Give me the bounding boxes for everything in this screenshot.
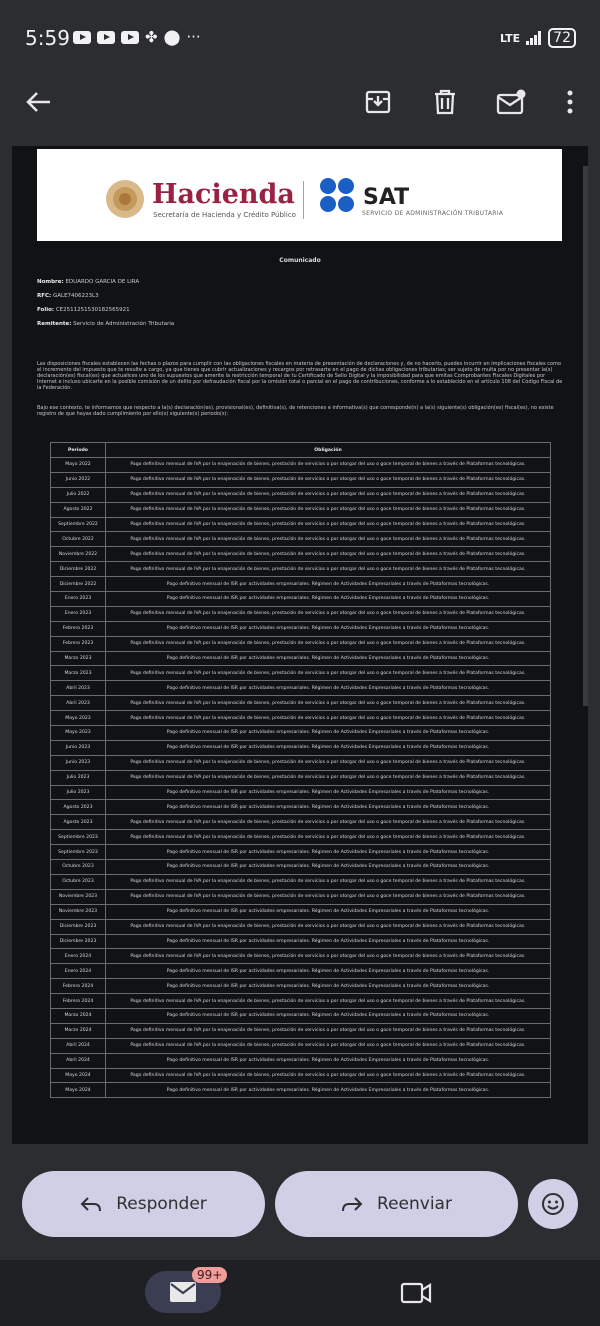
forward-icon	[341, 1196, 363, 1212]
period-cell: Junio 2023	[51, 755, 106, 770]
sat-subtitle: SERVICIO DE ADMINISTRACIÓN TRIBUTARIA	[362, 210, 504, 217]
table-row	[51, 800, 551, 815]
period-cell: Abril 2024	[51, 1053, 106, 1068]
table-row	[51, 547, 551, 562]
period-cell: Agosto 2022	[51, 502, 106, 517]
obligation-cell: Pago definitivo mensual de IVA por la enajenación de bienes, prestación de servicios o por otorgar del uso o goce temporal de bienes a través de Plataformas tecnológicas.	[106, 532, 551, 547]
table-row	[51, 860, 551, 875]
obligation-cell: Pago definitivo mensual de IVA por la enajenación de bienes, prestación de servicios o por otorgar del uso o goce temporal de bienes a través de Plataformas tecnológicas.	[106, 606, 551, 621]
period-cell: Mayo 2022	[51, 458, 106, 473]
obligation-cell: Pago definitivo mensual de IVA por la enajenación de bienes, prestación de servicios o por otorgar del uso o goce temporal de bienes a través de Plataformas tecnológicas.	[106, 830, 551, 845]
table-row	[51, 696, 551, 711]
obligation-cell: Pago definitivo mensual de ISR por actividades empresariales. Régimen de Actividades Empresariales a través de Plataformas tecnológicas.	[106, 740, 551, 755]
period-cell: Septiembre 2023	[51, 845, 106, 860]
more-notifications-icon: ···	[186, 28, 201, 46]
table-row	[51, 577, 551, 592]
period-cell: Agosto 2023	[51, 815, 106, 830]
reply-button[interactable]	[22, 1171, 265, 1237]
rfc-line: RFC: GALE7406223L3	[37, 293, 99, 299]
period-cell: Junio 2022	[51, 472, 106, 487]
obligation-cell: Pago definitivo mensual de IVA por la enajenación de bienes, prestación de servicios o por otorgar del uso o goce temporal de bienes a través de Plataformas tecnológicas.	[106, 502, 551, 517]
notification-icons	[73, 30, 201, 45]
obligation-cell: Pago definitivo mensual de ISR por actividades empresariales. Régimen de Actividades Empresariales a través de Plataformas tecnológicas.	[106, 577, 551, 592]
period-cell: Marzo 2024	[51, 1008, 106, 1023]
back-arrow-icon	[25, 91, 51, 113]
obligation-cell: Pago definitivo mensual de ISR por actividades empresariales. Régimen de Actividades Empresariales a través de Plataformas tecnológicas.	[106, 904, 551, 919]
obligation-cell: Pago definitivo mensual de IVA por la enajenación de bienes, prestación de servicios o por otorgar del uso o goce temporal de bienes a través de Plataformas tecnológicas.	[106, 874, 551, 889]
youtube-icon	[73, 31, 91, 44]
table-row	[51, 889, 551, 904]
period-cell: Julio 2023	[51, 770, 106, 785]
obligation-cell: Pago definitivo mensual de IVA por la enajenación de bienes, prestación de servicios o por otorgar del uso o goce temporal de bienes a través de Plataformas tecnológicas.	[106, 547, 551, 562]
obligation-cell: Pago definitivo mensual de IVA por la enajenación de bienes, prestación de servicios o por otorgar del uso o goce temporal de bienes a través de Plataformas tecnológicas.	[106, 562, 551, 577]
obligation-cell: Pago definitivo mensual de ISR por actividades empresariales. Régimen de Actividades Empresariales a través de Plataformas tecnológicas.	[106, 934, 551, 949]
obligation-cell: Pago definitivo mensual de ISR por actividades empresariales. Régimen de Actividades Empresariales a través de Plataformas tecnológicas.	[106, 860, 551, 875]
obligation-cell: Pago definitivo mensual de ISR por actividades empresariales. Régimen de Actividades Empresariales a través de Plataformas tecnológicas.	[106, 1008, 551, 1023]
obligation-cell: Pago definitivo mensual de IVA por la enajenación de bienes, prestación de servicios o por otorgar del uso o goce temporal de bienes a través de Plataformas tecnológicas.	[106, 994, 551, 1009]
table-row	[51, 517, 551, 532]
status-bar	[0, 0, 600, 72]
mark-unread-icon	[496, 89, 526, 115]
period-cell: Diciembre 2023	[51, 919, 106, 934]
table-row	[51, 726, 551, 741]
table-row	[51, 1068, 551, 1083]
period-cell: Julio 2022	[51, 487, 106, 502]
period-cell: Mayo 2023	[51, 726, 106, 741]
period-cell: Octubre 2022	[51, 532, 106, 547]
period-cell: Octubre 2023	[51, 860, 106, 875]
obligation-cell: Pago definitivo mensual de ISR por actividades empresariales. Régimen de Actividades Empresariales a través de Plataformas tecnológicas.	[106, 621, 551, 636]
back-button[interactable]	[22, 72, 54, 132]
emoji-reaction-button[interactable]	[528, 1179, 578, 1229]
mexico-seal-icon	[104, 178, 146, 220]
table-row	[51, 904, 551, 919]
period-cell: Febrero 2024	[51, 994, 106, 1009]
period-cell: Enero 2024	[51, 949, 106, 964]
obligation-cell: Pago definitivo mensual de IVA por la enajenación de bienes, prestación de servicios o por otorgar del uso o goce temporal de bienes a través de Plataformas tecnológicas.	[106, 711, 551, 726]
period-cell: Agosto 2023	[51, 800, 106, 815]
table-row	[51, 606, 551, 621]
obligation-cell: Pago definitivo mensual de IVA por la enajenación de bienes, prestación de servicios o por otorgar del uso o goce temporal de bienes a través de Plataformas tecnológicas.	[106, 755, 551, 770]
location-icon: ⬤	[163, 28, 181, 46]
obligation-cell: Pago definitivo mensual de ISR por actividades empresariales. Régimen de Actividades Empresariales a través de Plataformas tecnológicas.	[106, 1083, 551, 1098]
period-cell: Diciembre 2023	[51, 934, 106, 949]
more-options-button[interactable]	[560, 72, 580, 132]
forward-button[interactable]	[275, 1171, 518, 1237]
obligations-table	[50, 442, 551, 1098]
period-cell: Abril 2024	[51, 1038, 106, 1053]
table-row	[51, 487, 551, 502]
period-cell: Marzo 2023	[51, 666, 106, 681]
folio-line: Folio: CE2511251530182565921	[37, 307, 130, 313]
bottom-navigation	[0, 1260, 600, 1326]
table-row	[51, 502, 551, 517]
obligation-cell: Pago definitivo mensual de IVA por la enajenación de bienes, prestación de servicios o por otorgar del uso o goce temporal de bienes a través de Plataformas tecnológicas.	[106, 487, 551, 502]
nav-meet[interactable]	[400, 1281, 432, 1309]
table-row	[51, 770, 551, 785]
period-cell: Febrero 2023	[51, 636, 106, 651]
table-row	[51, 636, 551, 651]
intro-paragraph: Las disposiciones fiscales establecen las fechas o plazos para cumplir con las obligaciones fiscales en materia de presentación de declaraciones y, de no hacerlo, puedes incurrir en implicaciones fiscales como el incremento del impuesto que te resulte a cargo, ya que tienes que cubrir actualizaciones y recargos por retrasarte en el pago de dichas obligaciones tributarias; ser sujeto de multa por no presentar la(s) declaración(es) fiscal(es) que actualices uno de los supuestos que amerite la restricción temporal de tu Certificado de Sello Digital y la imposibilidad para que emitas Comprobantes Fiscales Digitales por Internet e incluso ubicarte en la posible comisión de un delito por defraudación fiscal por la omisión total o parcial en el pago de contribuciones, conforme a lo establecido en el artículo 108 del Código Fiscal de la Federación.	[37, 361, 563, 391]
table-row	[51, 666, 551, 681]
period-cell: Enero 2024	[51, 964, 106, 979]
obligation-cell: Pago definitivo mensual de ISR por actividades empresariales. Régimen de Actividades Empresariales a través de Plataformas tecnológicas.	[106, 681, 551, 696]
period-cell: Marzo 2024	[51, 1023, 106, 1038]
bottom-area	[0, 1144, 600, 1326]
table-row	[51, 1038, 551, 1053]
period-cell: Junio 2023	[51, 740, 106, 755]
obligation-cell: Pago definitivo mensual de IVA por la enajenación de bienes, prestación de servicios o por otorgar del uso o goce temporal de bienes a través de Plataformas tecnológicas.	[106, 770, 551, 785]
reply-label: Responder	[116, 1194, 207, 1214]
table-row	[51, 919, 551, 934]
obligation-cell: Pago definitivo mensual de ISR por actividades empresariales. Régimen de Actividades Empresariales a través de Plataformas tecnológicas.	[106, 592, 551, 607]
sat-banner	[37, 149, 562, 241]
youtube-icon	[97, 31, 115, 44]
obligation-cell: Pago definitivo mensual de IVA por la enajenación de bienes, prestación de servicios o por otorgar del uso o goce temporal de bienes a través de Plataformas tecnológicas.	[106, 1023, 551, 1038]
system-icons	[500, 28, 576, 48]
period-cell: Enero 2023	[51, 606, 106, 621]
period-cell: Mayo 2024	[51, 1068, 106, 1083]
obligation-cell: Pago definitivo mensual de IVA por la enajenación de bienes, prestación de servicios o por otorgar del uso o goce temporal de bienes a través de Plataformas tecnológicas.	[106, 1038, 551, 1053]
obligation-cell: Pago definitivo mensual de IVA por la enajenación de bienes, prestación de servicios o por otorgar del uso o goce temporal de bienes a través de Plataformas tecnológicas.	[106, 919, 551, 934]
smiley-icon	[541, 1192, 565, 1216]
mail-icon	[169, 1281, 197, 1303]
obligation-cell: Pago definitivo mensual de IVA por la enajenación de bienes, prestación de servicios o por otorgar del uso o goce temporal de bienes a través de Plataformas tecnológicas.	[106, 472, 551, 487]
period-cell: Septiembre 2023	[51, 830, 106, 845]
obligation-cell: Pago definitivo mensual de ISR por actividades empresariales. Régimen de Actividades Empresariales a través de Plataformas tecnológicas.	[106, 726, 551, 741]
period-cell: Noviembre 2023	[51, 904, 106, 919]
mail-badge: 99+	[192, 1267, 227, 1283]
table-row	[51, 621, 551, 636]
period-cell: Marzo 2023	[51, 651, 106, 666]
sat-title: SAT	[363, 185, 410, 210]
more-vert-icon	[567, 90, 573, 114]
hacienda-subtitle: Secretaría de Hacienda y Crédito Público	[153, 211, 296, 219]
scrollbar[interactable]	[583, 166, 588, 706]
communique-title: Comunicado	[279, 257, 321, 264]
obligation-cell: Pago definitivo mensual de IVA por la enajenación de bienes, prestación de servicios o por otorgar del uso o goce temporal de bienes a través de Plataformas tecnológicas.	[106, 636, 551, 651]
obligation-cell: Pago definitivo mensual de ISR por actividades empresariales. Régimen de Actividades Empresariales a través de Plataformas tecnológicas.	[106, 1053, 551, 1068]
period-cell: Noviembre 2023	[51, 889, 106, 904]
table-row	[51, 874, 551, 889]
table-row	[51, 651, 551, 666]
obligation-cell: Pago definitivo mensual de IVA por la enajenación de bienes, prestación de servicios o por otorgar del uso o goce temporal de bienes a través de Plataformas tecnológicas.	[106, 1068, 551, 1083]
obligation-cell: Pago definitivo mensual de IVA por la enajenación de bienes, prestación de servicios o por otorgar del uso o goce temporal de bienes a través de Plataformas tecnológicas.	[106, 666, 551, 681]
table-header-row	[51, 443, 551, 458]
table-row	[51, 755, 551, 770]
obligation-cell: Pago definitivo mensual de IVA por la enajenación de bienes, prestación de servicios o por otorgar del uso o goce temporal de bienes a través de Plataformas tecnológicas.	[106, 696, 551, 711]
table-row	[51, 1023, 551, 1038]
period-cell: Febrero 2023	[51, 621, 106, 636]
obligation-cell: Pago definitivo mensual de ISR por actividades empresariales. Régimen de Actividades Empresariales a través de Plataformas tecnológicas.	[106, 964, 551, 979]
period-cell: Octubre 2023	[51, 874, 106, 889]
obligation-cell: Pago definitivo mensual de IVA por la enajenación de bienes, prestación de servicios o por otorgar del uso o goce temporal de bienes a través de Plataformas tecnológicas.	[106, 815, 551, 830]
table-row	[51, 994, 551, 1009]
period-cell: Mayo 2023	[51, 711, 106, 726]
table-row	[51, 815, 551, 830]
table-row	[51, 532, 551, 547]
context-paragraph: Bajo ese contexto, te informamos que respecto a la(s) declaración(es), provisional(es), definitiva(s), de retenciones e informativa(s) que corresponde(n) a la(s) siguiente(s) obligación(es) fiscal(es), no existe registro de que hayas dado cumplimiento por ello(s) siguiente(s) periodo(s):	[37, 405, 554, 417]
table-row	[51, 830, 551, 845]
hacienda-title: Hacienda	[152, 179, 295, 210]
obligation-cell: Pago definitivo mensual de IVA por la enajenación de bienes, prestación de servicios o por otorgar del uso o goce temporal de bienes a través de Plataformas tecnológicas.	[106, 458, 551, 473]
table-row	[51, 1083, 551, 1098]
period-header: Periodo	[51, 443, 106, 458]
status-time: 5:59	[25, 26, 70, 50]
period-cell: Septiembre 2022	[51, 517, 106, 532]
archive-icon	[365, 89, 391, 115]
obligation-cell: Pago definitivo mensual de ISR por actividades empresariales. Régimen de Actividades Empresariales a través de Plataformas tecnológicas.	[106, 785, 551, 800]
period-cell: Febrero 2024	[51, 979, 106, 994]
youtube-icon	[121, 31, 139, 44]
table-row	[51, 592, 551, 607]
network-label: LTE	[499, 31, 521, 45]
period-cell: Mayo 2024	[51, 1083, 106, 1098]
reply-icon	[80, 1196, 102, 1212]
table-row	[51, 681, 551, 696]
mark-unread-button[interactable]	[495, 72, 527, 132]
fan-icon: ✤	[145, 28, 158, 46]
table-row	[51, 458, 551, 473]
forward-label: Reenviar	[377, 1194, 452, 1214]
table-row	[51, 562, 551, 577]
period-cell: Noviembre 2022	[51, 547, 106, 562]
obligation-cell: Pago definitivo mensual de IVA por la enajenación de bienes, prestación de servicios o por otorgar del uso o goce temporal de bienes a través de Plataformas tecnológicas.	[106, 949, 551, 964]
table-row	[51, 740, 551, 755]
video-camera-icon	[400, 1281, 432, 1305]
table-row	[51, 979, 551, 994]
table-row	[51, 934, 551, 949]
obligation-header: Obligación	[106, 443, 551, 458]
obligation-cell: Pago definitivo mensual de ISR por actividades empresariales. Régimen de Actividades Empresariales a través de Plataformas tecnológicas.	[106, 979, 551, 994]
table-row	[51, 949, 551, 964]
signal-icon	[526, 31, 542, 45]
table-row	[51, 472, 551, 487]
sat-logo-icon	[319, 177, 355, 213]
trash-icon	[433, 89, 457, 115]
delete-button[interactable]	[431, 72, 459, 132]
period-cell: Enero 2023	[51, 592, 106, 607]
name-line: Nombre: EDUARDO GARCIA DE LIRA	[37, 279, 140, 285]
obligation-cell: Pago definitivo mensual de ISR por actividades empresariales. Régimen de Actividades Empresariales a través de Plataformas tecnológicas.	[106, 800, 551, 815]
table-row	[51, 711, 551, 726]
obligation-cell: Pago definitivo mensual de IVA por la enajenación de bienes, prestación de servicios o por otorgar del uso o goce temporal de bienes a través de Plataformas tecnológicas.	[106, 889, 551, 904]
email-body	[12, 146, 588, 1144]
obligation-cell: Pago definitivo mensual de IVA por la enajenación de bienes, prestación de servicios o por otorgar del uso o goce temporal de bienes a través de Plataformas tecnológicas.	[106, 517, 551, 532]
sender-line: Remitente: Servicio de Administración Tributaria	[37, 321, 175, 327]
period-cell: Diciembre 2022	[51, 577, 106, 592]
period-cell: Abril 2023	[51, 681, 106, 696]
table-row	[51, 1008, 551, 1023]
battery-indicator: 72	[548, 28, 576, 48]
period-cell: Diciembre 2022	[51, 562, 106, 577]
table-body	[51, 458, 551, 1098]
archive-button[interactable]	[363, 72, 393, 132]
table-row	[51, 785, 551, 800]
table-row	[51, 1053, 551, 1068]
period-cell: Julio 2023	[51, 785, 106, 800]
obligation-cell: Pago definitivo mensual de ISR por actividades empresariales. Régimen de Actividades Empresariales a través de Plataformas tecnológicas.	[106, 845, 551, 860]
obligation-cell: Pago definitivo mensual de ISR por actividades empresariales. Régimen de Actividades Empresariales a través de Plataformas tecnológicas.	[106, 651, 551, 666]
period-cell: Abril 2023	[51, 696, 106, 711]
email-toolbar	[0, 72, 600, 132]
table-row	[51, 964, 551, 979]
banner-divider	[303, 181, 304, 219]
table-row	[51, 845, 551, 860]
